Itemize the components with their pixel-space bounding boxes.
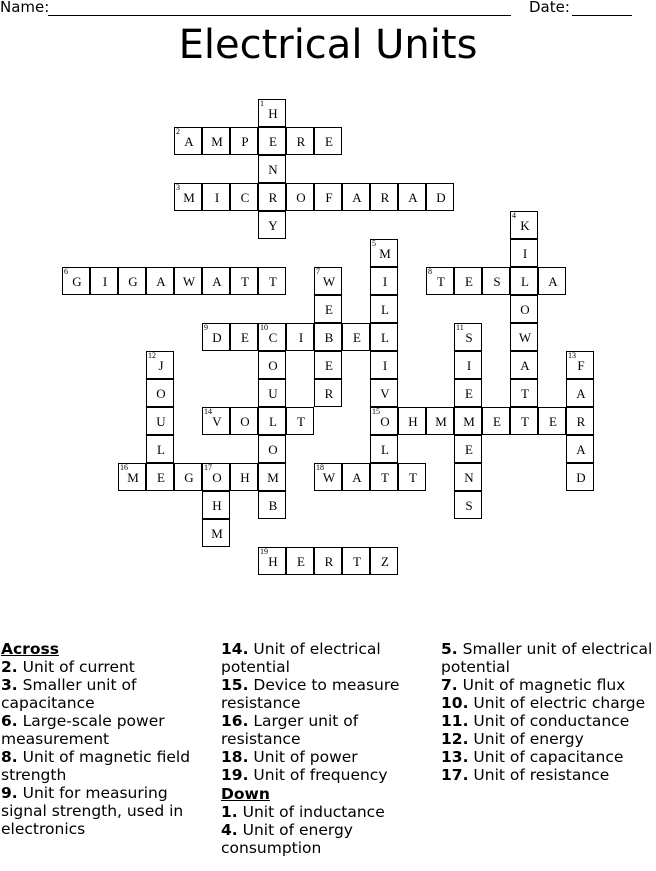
clue-item-text: Unit of inductance xyxy=(242,803,385,821)
cell-letter: L xyxy=(521,274,529,289)
cell-letter: B xyxy=(268,498,278,513)
cell-letter: N xyxy=(464,470,474,485)
cell-letter: E xyxy=(353,330,361,345)
grid-cell[interactable] xyxy=(510,351,538,379)
name-label: Name: xyxy=(0,0,50,16)
cell-letter: T xyxy=(521,414,529,429)
clue-number: 18 xyxy=(316,463,324,472)
clue-item-number: 15. xyxy=(221,676,249,694)
cell-letter: D xyxy=(436,190,446,205)
clue-item xyxy=(441,712,653,730)
grid-cell[interactable] xyxy=(174,183,202,211)
grid-cell[interactable] xyxy=(258,183,286,211)
cell-letter: T xyxy=(269,274,277,289)
cell-letter: T xyxy=(381,470,389,485)
grid-cell[interactable] xyxy=(314,547,342,575)
grid-cell[interactable] xyxy=(370,239,398,267)
grid-cell[interactable] xyxy=(454,491,482,519)
clue-number: 7 xyxy=(316,267,320,276)
clue-item-text: Unit of resistance xyxy=(473,766,610,784)
clue-number: 14 xyxy=(204,407,212,416)
clue-item-number: 17. xyxy=(441,766,469,784)
grid-cell[interactable] xyxy=(426,183,454,211)
cell-letter: E xyxy=(465,274,473,289)
grid-cell[interactable] xyxy=(454,407,482,435)
clue-item-number: 10. xyxy=(441,694,469,712)
clue-item-number: 16. xyxy=(221,712,249,730)
grid-cell[interactable] xyxy=(146,435,174,463)
clue-item xyxy=(441,640,653,676)
cell-letter: M xyxy=(379,246,391,261)
clue-number: 5 xyxy=(372,239,376,248)
cell-letter: I xyxy=(382,358,388,373)
grid-cell[interactable] xyxy=(258,155,286,183)
cell-letter: G xyxy=(128,274,138,289)
cell-letter: L xyxy=(381,302,389,317)
cell-letter: T xyxy=(409,470,417,485)
clue-item-number: 19. xyxy=(221,766,249,784)
clue-item-text: Unit of energy consumption xyxy=(221,821,353,857)
grid-cell[interactable] xyxy=(538,407,566,435)
clue-item xyxy=(1,658,211,676)
clue-item-text: Unit of frequency xyxy=(253,766,388,784)
grid-cell[interactable] xyxy=(398,463,426,491)
cell-letter: H xyxy=(212,498,222,513)
cell-letter: B xyxy=(324,330,334,345)
grid-cell[interactable] xyxy=(230,183,258,211)
grid-cell[interactable] xyxy=(286,547,314,575)
grid-cell[interactable] xyxy=(314,295,342,323)
cell-letter: U xyxy=(156,414,166,429)
cell-letter: Y xyxy=(268,218,278,233)
grid-cell[interactable] xyxy=(454,323,482,351)
cell-letter: V xyxy=(380,386,390,401)
clue-number: 11 xyxy=(456,323,464,332)
grid-cell[interactable] xyxy=(258,323,286,351)
clue-item-text: Unit for measuring signal strength, used in electronics xyxy=(1,784,184,838)
cell-letter: C xyxy=(268,330,278,345)
clue-item xyxy=(1,748,211,784)
cell-letter: S xyxy=(465,330,473,345)
grid-cell[interactable] xyxy=(314,183,342,211)
clue-item-number: 7. xyxy=(441,676,458,694)
cell-letter: P xyxy=(241,134,249,149)
clue-number: 17 xyxy=(204,463,212,472)
clue-item xyxy=(441,730,653,748)
grid-cell[interactable] xyxy=(566,379,594,407)
down-heading: Down xyxy=(221,785,270,803)
grid-cell[interactable] xyxy=(510,323,538,351)
grid-cell[interactable] xyxy=(482,407,510,435)
cell-letter: O xyxy=(268,358,278,373)
cell-letter: S xyxy=(493,274,501,289)
cell-letter: T xyxy=(353,554,361,569)
clue-item xyxy=(221,676,436,712)
cell-letter: L xyxy=(381,330,389,345)
grid-cell[interactable] xyxy=(314,463,342,491)
grid-cell[interactable] xyxy=(510,407,538,435)
cell-letter: C xyxy=(240,190,250,205)
clue-item-text: Smaller unit of electrical potential xyxy=(441,640,653,676)
grid-cell[interactable] xyxy=(314,323,342,351)
grid-cell[interactable] xyxy=(454,267,482,295)
cell-letter: U xyxy=(268,386,278,401)
grid-cell[interactable] xyxy=(258,491,286,519)
cell-letter: S xyxy=(465,498,473,513)
cell-letter: E xyxy=(325,358,333,373)
grid-cell[interactable] xyxy=(454,379,482,407)
grid-cell[interactable] xyxy=(454,435,482,463)
clue-item-number: 12. xyxy=(441,730,469,748)
grid-cell[interactable] xyxy=(566,407,594,435)
grid-cell[interactable] xyxy=(482,267,510,295)
clue-item-number: 13. xyxy=(441,748,469,766)
clue-number: 4 xyxy=(512,211,516,220)
cell-letter: W xyxy=(182,274,196,289)
grid-cell[interactable] xyxy=(510,295,538,323)
grid-cell[interactable] xyxy=(258,127,286,155)
cell-letter: E xyxy=(325,302,333,317)
grid-cell[interactable] xyxy=(454,351,482,379)
clue-item-text: Unit of conductance xyxy=(473,712,630,730)
clue-item xyxy=(441,694,653,712)
cell-letter: L xyxy=(381,442,389,457)
down-clues-list xyxy=(221,803,436,857)
cell-letter: H xyxy=(268,554,278,569)
down-clues-list-continued xyxy=(441,640,653,784)
cell-letter: O xyxy=(240,414,250,429)
cell-letter: F xyxy=(577,358,585,373)
grid-cell[interactable] xyxy=(370,463,398,491)
clue-item-text: Unit of current xyxy=(22,658,135,676)
cell-letter: E xyxy=(493,414,501,429)
clue-item-number: 2. xyxy=(1,658,18,676)
grid-cell[interactable] xyxy=(258,435,286,463)
cell-letter: T xyxy=(521,386,529,401)
cell-letter: Z xyxy=(381,554,389,569)
clue-item-text: Unit of magnetic flux xyxy=(462,676,626,694)
cell-letter: H xyxy=(268,106,278,121)
cell-letter: D xyxy=(212,330,222,345)
clue-number: 1 xyxy=(260,99,264,108)
cell-letter: V xyxy=(212,414,222,429)
clue-item xyxy=(1,676,211,712)
cell-letter: I xyxy=(298,330,304,345)
grid-cell[interactable] xyxy=(370,435,398,463)
puzzle-title: Electrical Units xyxy=(178,22,478,68)
cell-letter: A xyxy=(352,190,362,205)
cell-letter: M xyxy=(211,134,223,149)
cell-letter: F xyxy=(325,190,333,205)
clue-item xyxy=(221,766,436,784)
cell-letter: W xyxy=(322,470,336,485)
grid-cell[interactable] xyxy=(230,407,258,435)
grid-cell[interactable] xyxy=(258,407,286,435)
grid-cell[interactable] xyxy=(202,267,230,295)
cell-letter: W xyxy=(518,330,532,345)
grid-cell[interactable] xyxy=(370,351,398,379)
cell-letter: E xyxy=(297,554,305,569)
clue-item xyxy=(1,712,211,748)
clue-number: 8 xyxy=(428,267,432,276)
clue-item-text: Large-scale power measurement xyxy=(1,712,165,748)
clue-number: 9 xyxy=(204,323,208,332)
clue-number: 10 xyxy=(260,323,268,332)
grid-cell[interactable] xyxy=(370,267,398,295)
grid-cell[interactable] xyxy=(258,351,286,379)
grid-cell[interactable] xyxy=(202,183,230,211)
grid-cell[interactable] xyxy=(370,547,398,575)
grid-cell[interactable] xyxy=(118,267,146,295)
grid-cell[interactable] xyxy=(286,407,314,435)
cell-letter: A xyxy=(184,134,194,149)
clue-item-text: Unit of capacitance xyxy=(473,748,624,766)
grid-cell[interactable] xyxy=(202,463,230,491)
cell-letter: A xyxy=(576,442,586,457)
grid-cell[interactable] xyxy=(146,463,174,491)
grid-cell[interactable] xyxy=(510,239,538,267)
cell-letter: R xyxy=(576,414,586,429)
cell-letter: T xyxy=(297,414,305,429)
grid-cell[interactable] xyxy=(202,407,230,435)
grid-cell[interactable] xyxy=(146,407,174,435)
clue-item-text: Unit of electrical potential xyxy=(221,640,381,676)
clue-item xyxy=(221,821,436,857)
cell-letter: J xyxy=(158,358,164,373)
clue-column-1 xyxy=(1,640,211,838)
cell-letter: I xyxy=(214,190,220,205)
clue-item-number: 18. xyxy=(221,748,249,766)
grid-cell[interactable] xyxy=(566,435,594,463)
grid-cell[interactable] xyxy=(258,211,286,239)
clue-column-2 xyxy=(221,640,436,857)
cell-letter: M xyxy=(267,470,279,485)
clue-item-text: Larger unit of resistance xyxy=(221,712,359,748)
cell-letter: O xyxy=(296,190,306,205)
clue-item-text: Device to measure resistance xyxy=(221,676,400,712)
cell-letter: G xyxy=(72,274,82,289)
cell-letter: H xyxy=(408,414,418,429)
grid-cell[interactable] xyxy=(230,267,258,295)
clue-number: 12 xyxy=(148,351,156,360)
grid-cell[interactable] xyxy=(90,267,118,295)
cell-letter: A xyxy=(156,274,166,289)
cell-letter: E xyxy=(465,442,473,457)
cell-letter: G xyxy=(184,470,194,485)
grid-cell[interactable] xyxy=(314,351,342,379)
clue-item xyxy=(1,784,211,838)
grid-cell[interactable] xyxy=(230,463,258,491)
cell-letter: D xyxy=(576,470,586,485)
grid-cell[interactable] xyxy=(286,127,314,155)
cell-letter: O xyxy=(520,302,530,317)
grid-cell[interactable] xyxy=(230,323,258,351)
grid-cell[interactable] xyxy=(258,463,286,491)
clue-item-number: 4. xyxy=(221,821,238,839)
grid-cell[interactable] xyxy=(510,211,538,239)
clue-item xyxy=(441,676,653,694)
cell-letter: R xyxy=(268,190,278,205)
grid-cell[interactable] xyxy=(370,407,398,435)
clue-number: 6 xyxy=(64,267,68,276)
grid-cell[interactable] xyxy=(538,267,566,295)
grid-cell[interactable] xyxy=(258,379,286,407)
cell-letter: A xyxy=(576,386,586,401)
cell-letter: E xyxy=(157,470,165,485)
grid-cell[interactable] xyxy=(286,183,314,211)
clue-item xyxy=(221,712,436,748)
cell-letter: R xyxy=(324,386,334,401)
grid-cell[interactable] xyxy=(370,323,398,351)
clue-item-number: 9. xyxy=(1,784,18,802)
cell-letter: M xyxy=(211,526,223,541)
grid-cell[interactable] xyxy=(398,407,426,435)
clue-item xyxy=(221,640,436,676)
clue-item-number: 8. xyxy=(1,748,18,766)
grid-cell[interactable] xyxy=(314,127,342,155)
grid-cell[interactable] xyxy=(426,407,454,435)
clue-number: 2 xyxy=(176,127,180,136)
cell-letter: E xyxy=(325,134,333,149)
grid-cell[interactable] xyxy=(146,267,174,295)
grid-cell[interactable] xyxy=(146,351,174,379)
cell-letter: O xyxy=(212,470,222,485)
clue-item-number: 6. xyxy=(1,712,18,730)
clue-column-3 xyxy=(441,640,653,784)
grid-cell[interactable] xyxy=(146,379,174,407)
clue-item-number: 5. xyxy=(441,640,458,658)
clue-item xyxy=(441,766,653,784)
cell-letter: T xyxy=(241,274,249,289)
cell-letter: A xyxy=(408,190,418,205)
clue-number: 16 xyxy=(120,463,128,472)
cell-letter: O xyxy=(380,414,390,429)
cell-letter: H xyxy=(240,470,250,485)
cell-letter: I xyxy=(102,274,108,289)
cell-letter: M xyxy=(435,414,447,429)
across-clues-list xyxy=(1,658,211,838)
clue-item-number: 1. xyxy=(221,803,238,821)
cell-letter: A xyxy=(548,274,558,289)
grid-cell[interactable] xyxy=(174,267,202,295)
grid-cell[interactable] xyxy=(230,127,258,155)
clue-item xyxy=(441,748,653,766)
clue-item xyxy=(221,803,436,821)
clue-item-text: Unit of electric charge xyxy=(473,694,646,712)
grid-cell[interactable] xyxy=(258,267,286,295)
cell-letter: A xyxy=(212,274,222,289)
grid-cell[interactable] xyxy=(510,379,538,407)
grid-cell[interactable] xyxy=(566,351,594,379)
grid-cell[interactable] xyxy=(370,295,398,323)
grid-cell[interactable] xyxy=(202,491,230,519)
grid-cell[interactable] xyxy=(566,463,594,491)
clue-number: 3 xyxy=(176,183,180,192)
across-clues-list-continued xyxy=(221,640,436,784)
cell-letter: N xyxy=(268,162,278,177)
clue-item-text: Smaller unit of capacitance xyxy=(1,676,137,712)
grid-cell[interactable] xyxy=(370,379,398,407)
grid-cell[interactable] xyxy=(202,323,230,351)
cell-letter: L xyxy=(269,414,277,429)
cell-letter: I xyxy=(466,358,472,373)
grid-cell[interactable] xyxy=(342,547,370,575)
grid-cell[interactable] xyxy=(342,463,370,491)
cell-letter: R xyxy=(380,190,390,205)
cell-letter: E xyxy=(269,134,277,149)
clue-number: 15 xyxy=(372,407,380,416)
clue-item-number: 14. xyxy=(221,640,249,658)
cell-letter: T xyxy=(437,274,445,289)
clue-item-text: Unit of energy xyxy=(473,730,584,748)
cell-letter: M xyxy=(183,190,195,205)
cell-letter: I xyxy=(522,246,528,261)
cell-letter: R xyxy=(324,554,334,569)
clue-number: 13 xyxy=(568,351,576,360)
date-label: Date: xyxy=(529,0,570,16)
cell-letter: E xyxy=(241,330,249,345)
grid-cell[interactable] xyxy=(370,183,398,211)
grid-cell[interactable] xyxy=(454,463,482,491)
cell-letter: M xyxy=(463,414,475,429)
clue-item-number: 11. xyxy=(441,712,469,730)
cell-letter: E xyxy=(549,414,557,429)
grid-cell[interactable] xyxy=(286,323,314,351)
grid-cell[interactable] xyxy=(62,267,90,295)
grid-cell[interactable] xyxy=(314,379,342,407)
cell-letter: I xyxy=(382,274,388,289)
cell-letter: A xyxy=(352,470,362,485)
cell-letter: E xyxy=(465,386,473,401)
grid-cell[interactable] xyxy=(398,183,426,211)
cell-letter: O xyxy=(156,386,166,401)
grid-cell[interactable] xyxy=(174,463,202,491)
cell-letter: K xyxy=(520,218,530,233)
cell-letter: W xyxy=(322,274,336,289)
grid-cell[interactable] xyxy=(342,323,370,351)
grid-cell[interactable] xyxy=(314,267,342,295)
across-heading: Across xyxy=(1,640,59,658)
grid-cell[interactable] xyxy=(174,127,202,155)
clue-item-text: Unit of power xyxy=(253,748,358,766)
cell-letter: A xyxy=(520,358,530,373)
clue-item-text: Unit of magnetic field strength xyxy=(1,748,191,784)
grid-cell[interactable] xyxy=(202,519,230,547)
cell-letter: R xyxy=(296,134,306,149)
grid-cell[interactable] xyxy=(426,267,454,295)
grid-cell[interactable] xyxy=(510,267,538,295)
cell-letter: M xyxy=(127,470,139,485)
grid-cell[interactable] xyxy=(258,99,286,127)
cell-letter: L xyxy=(157,442,165,457)
grid-cell[interactable] xyxy=(342,183,370,211)
grid-cell[interactable] xyxy=(258,547,286,575)
clue-number: 19 xyxy=(260,547,268,556)
clue-item-number: 3. xyxy=(1,676,18,694)
grid-cell[interactable] xyxy=(118,463,146,491)
clue-item xyxy=(221,748,436,766)
cell-letter: O xyxy=(268,442,278,457)
grid-cell[interactable] xyxy=(202,127,230,155)
